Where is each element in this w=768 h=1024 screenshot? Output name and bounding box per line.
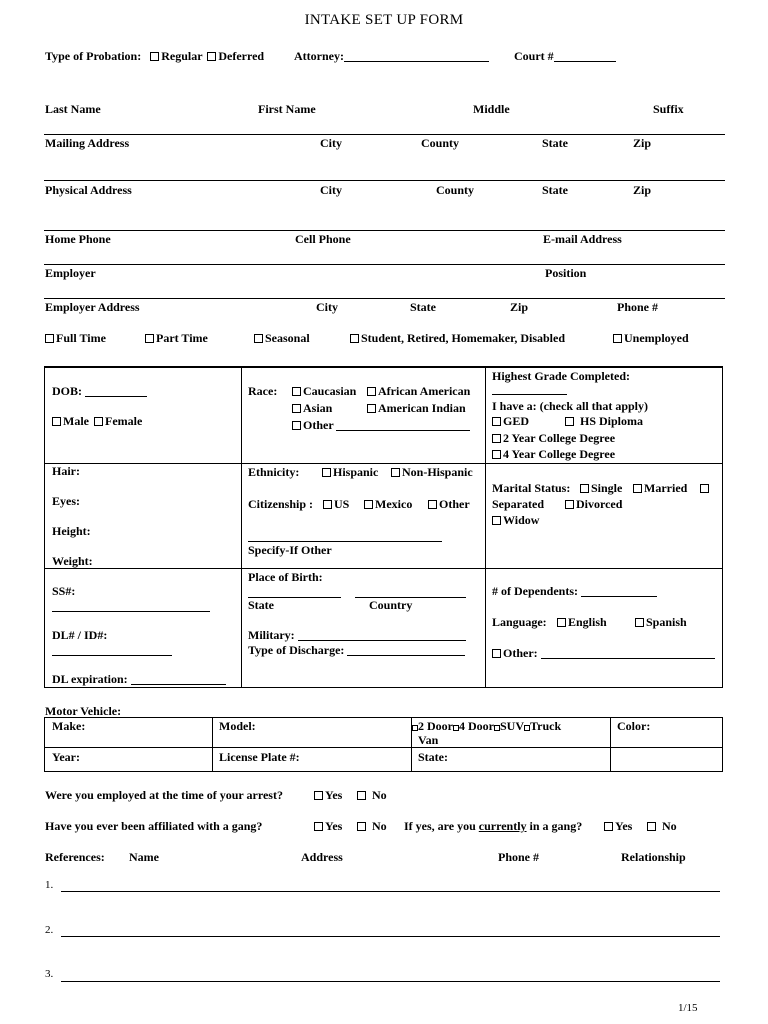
plate-label: License Plate #: xyxy=(219,750,300,764)
separated-label: Separated xyxy=(492,497,544,511)
probation-type-label: Type of Probation: xyxy=(45,49,142,63)
dl-label: DL# / ID#: xyxy=(52,628,108,642)
dob-label: DOB: xyxy=(52,384,82,398)
non-hispanic-option[interactable] xyxy=(391,465,473,480)
employer-zip-label: Zip xyxy=(510,300,529,314)
male-label: Male xyxy=(63,414,89,428)
discharge-label: Type of Discharge: xyxy=(248,643,345,657)
english-option[interactable] xyxy=(557,615,607,630)
attorney-field xyxy=(294,49,489,64)
highest-grade-field xyxy=(492,382,567,397)
dependents-label: # of Dependents: xyxy=(492,584,578,598)
mexico-checkbox[interactable] xyxy=(364,500,373,509)
ged-checkbox[interactable] xyxy=(492,417,501,426)
vehicle-row-divider xyxy=(44,747,723,748)
english-label: English xyxy=(568,615,607,629)
current-gang-no-checkbox[interactable] xyxy=(647,822,656,831)
single-option[interactable] xyxy=(580,481,622,496)
mailing-state-label: State xyxy=(542,136,568,150)
regular-checkbox[interactable] xyxy=(150,52,159,61)
attorney-label: Attorney: xyxy=(294,49,344,63)
unemployed-label: Unemployed xyxy=(624,331,689,345)
van-label: Van xyxy=(418,733,439,747)
highest-grade-input[interactable] xyxy=(492,383,567,395)
unemployed-option[interactable] xyxy=(613,331,689,346)
race-other-checkbox[interactable] xyxy=(292,421,301,430)
us-option[interactable] xyxy=(323,497,349,512)
race-other-option[interactable] xyxy=(292,418,470,433)
reference-3-input[interactable] xyxy=(61,981,720,982)
military-label: Military: xyxy=(248,628,295,642)
gang-no-label: No xyxy=(372,819,387,833)
suv-label: SUV xyxy=(500,719,525,733)
eyes-label: Eyes: xyxy=(52,494,80,508)
employer-divider xyxy=(44,298,725,299)
references-name-header: Name xyxy=(129,850,159,864)
employer-state-label: State xyxy=(410,300,436,314)
separated-checkbox-wrap[interactable] xyxy=(700,481,711,496)
language-other-label: Other: xyxy=(503,646,538,660)
dob-field xyxy=(52,384,147,399)
grid-col-divider-1 xyxy=(241,367,242,688)
gang-yes-label: Yes xyxy=(325,819,343,833)
american-indian-label: American Indian xyxy=(378,401,466,415)
physical-divider xyxy=(44,230,725,231)
unemployed-checkbox[interactable] xyxy=(613,334,622,343)
truck-label: Truck xyxy=(530,719,562,733)
non-hispanic-checkbox[interactable] xyxy=(391,468,400,477)
middle-name-label: Middle xyxy=(473,102,510,116)
last-name-label: Last Name xyxy=(45,102,101,116)
dl-input[interactable] xyxy=(52,655,172,656)
make-label: Make: xyxy=(52,719,86,733)
dependents-field xyxy=(492,584,657,599)
widow-checkbox[interactable] xyxy=(492,516,501,525)
english-checkbox[interactable] xyxy=(557,618,566,627)
dl-expiration-input[interactable] xyxy=(131,673,226,685)
race-label: Race: xyxy=(248,384,278,398)
gang-question: Have you ever been affiliated with a gang? xyxy=(45,819,263,833)
employer-label: Employer xyxy=(45,266,96,280)
single-checkbox[interactable] xyxy=(580,484,589,493)
race-other-label: Other xyxy=(303,418,334,432)
employed-no-checkbox[interactable] xyxy=(357,791,366,800)
vehicle-type-options xyxy=(412,719,561,734)
mailing-zip-label: Zip xyxy=(633,136,652,150)
mailing-county-label: County xyxy=(421,136,460,150)
court-label: Court # xyxy=(514,49,554,63)
gang-yes-checkbox[interactable] xyxy=(314,822,323,831)
gang-no-option[interactable] xyxy=(357,819,387,834)
specify-other-label: Specify-If Other xyxy=(248,543,332,557)
highest-grade-label: Highest Grade Completed: xyxy=(492,369,630,383)
married-checkbox[interactable] xyxy=(633,484,642,493)
hs-diploma-option[interactable] xyxy=(565,414,643,429)
african-american-checkbox[interactable] xyxy=(367,387,376,396)
hispanic-checkbox[interactable] xyxy=(322,468,331,477)
two-year-option[interactable] xyxy=(492,431,615,446)
ged-option[interactable] xyxy=(492,414,529,429)
motor-vehicle-heading: Motor Vehicle: xyxy=(45,704,122,718)
divorced-option[interactable] xyxy=(565,497,622,512)
gang-yes-option[interactable] xyxy=(314,819,342,834)
current-gang-yes-option[interactable] xyxy=(604,819,632,834)
divorced-label: Divorced xyxy=(576,497,623,511)
separated-checkbox[interactable] xyxy=(700,484,709,493)
mailing-city-label: City xyxy=(320,136,342,150)
seasonal-option[interactable] xyxy=(254,331,310,346)
court-field xyxy=(514,49,616,64)
hs-diploma-label: HS Diploma xyxy=(580,414,644,428)
two-door-label: 2 Door xyxy=(418,719,453,733)
us-label: US xyxy=(334,497,350,511)
reference-3-number: 3. xyxy=(45,968,54,980)
language-other-option[interactable] xyxy=(492,646,715,661)
employer-phone-label: Phone # xyxy=(617,300,659,314)
four-year-checkbox[interactable] xyxy=(492,450,501,459)
part-time-label: Part Time xyxy=(156,331,208,345)
deferred-label: Deferred xyxy=(218,49,265,63)
part-time-option[interactable] xyxy=(145,331,208,346)
non-hispanic-label: Non-Hispanic xyxy=(402,465,473,479)
african-american-option[interactable] xyxy=(367,384,470,399)
reference-2-number: 2. xyxy=(45,924,54,936)
citizenship-other-label: Other xyxy=(439,497,470,511)
current-gang-emphasis: currently xyxy=(478,819,527,833)
ss-label: SS#: xyxy=(52,584,76,598)
position-label: Position xyxy=(545,266,587,280)
year-label: Year: xyxy=(52,750,80,764)
vehicle-col-divider-1 xyxy=(212,717,213,772)
current-gang-post: in a gang? xyxy=(526,819,583,833)
current-gang-yes-checkbox[interactable] xyxy=(604,822,613,831)
court-input[interactable] xyxy=(554,50,616,62)
part-time-checkbox[interactable] xyxy=(145,334,154,343)
mexico-label: Mexico xyxy=(375,497,413,511)
physical-city-label: City xyxy=(320,183,342,197)
grid-col-divider-2 xyxy=(485,367,486,688)
mailing-divider xyxy=(44,180,725,181)
first-name-label: First Name xyxy=(258,102,316,116)
place-of-birth-label: Place of Birth: xyxy=(248,570,323,584)
regular-label: Regular xyxy=(161,49,203,63)
hair-label: Hair: xyxy=(52,464,80,478)
widow-option[interactable] xyxy=(492,513,539,528)
discharge-field xyxy=(248,643,465,658)
employer-address-label: Employer Address xyxy=(45,300,140,314)
employed-question: Were you employed at the time of your arrest? xyxy=(45,788,283,802)
physical-address-label: Physical Address xyxy=(45,183,132,197)
specify-other-input[interactable] xyxy=(248,541,442,542)
ss-input[interactable] xyxy=(52,611,210,612)
references-heading: References: xyxy=(45,850,105,864)
cell-phone-label: Cell Phone xyxy=(295,232,351,246)
physical-state-label: State xyxy=(542,183,568,197)
four-door-label: 4 Door xyxy=(459,719,494,733)
deferred-checkbox[interactable] xyxy=(207,52,216,61)
vehicle-col-divider-3 xyxy=(610,717,611,772)
physical-county-label: County xyxy=(436,183,475,197)
sex-options xyxy=(52,414,142,429)
weight-label: Weight: xyxy=(52,554,93,568)
employed-no-option[interactable] xyxy=(357,788,387,803)
caucasian-checkbox[interactable] xyxy=(292,387,301,396)
birth-country-label: Country xyxy=(369,598,413,612)
discharge-input[interactable] xyxy=(347,644,465,656)
color-label: Color: xyxy=(617,719,651,733)
citizenship-other-option[interactable] xyxy=(428,497,470,512)
marital-status-label: Marital Status: xyxy=(492,481,571,495)
spanish-option[interactable] xyxy=(635,615,687,630)
name-divider xyxy=(44,134,725,135)
grid-row-divider-2 xyxy=(44,568,723,569)
height-label: Height: xyxy=(52,524,91,538)
email-label: E-mail Address xyxy=(543,232,622,246)
caucasian-label: Caucasian xyxy=(303,384,357,398)
home-phone-label: Home Phone xyxy=(45,232,111,246)
employed-no-label: No xyxy=(372,788,387,802)
dob-input[interactable] xyxy=(85,385,147,397)
female-checkbox[interactable] xyxy=(94,417,103,426)
single-label: Single xyxy=(591,481,623,495)
widow-label: Widow xyxy=(503,513,540,527)
hs-diploma-checkbox[interactable] xyxy=(565,417,574,426)
seasonal-checkbox[interactable] xyxy=(254,334,263,343)
employed-yes-checkbox[interactable] xyxy=(314,791,323,800)
phone-divider xyxy=(44,264,725,265)
current-gang-yes-label: Yes xyxy=(615,819,633,833)
two-year-checkbox[interactable] xyxy=(492,434,501,443)
married-label: Married xyxy=(644,481,688,495)
gang-no-checkbox[interactable] xyxy=(357,822,366,831)
full-time-option[interactable] xyxy=(45,331,106,346)
african-american-label: African American xyxy=(378,384,471,398)
reference-2-input[interactable] xyxy=(61,936,720,937)
military-field xyxy=(248,628,466,643)
four-year-option[interactable] xyxy=(492,447,615,462)
mexico-option[interactable] xyxy=(364,497,412,512)
divorced-checkbox[interactable] xyxy=(565,500,574,509)
american-indian-checkbox[interactable] xyxy=(367,404,376,413)
current-gang-pre: If yes, are you xyxy=(404,819,479,833)
citizenship-label: Citizenship : xyxy=(248,497,314,511)
attorney-input[interactable] xyxy=(344,50,489,62)
american-indian-option[interactable] xyxy=(367,401,466,416)
ethnicity-label: Ethnicity: xyxy=(248,465,300,479)
spanish-checkbox[interactable] xyxy=(635,618,644,627)
language-other-input[interactable] xyxy=(541,647,715,659)
student-label: Student, Retired, Homemaker, Disabled xyxy=(361,331,565,345)
form-title: INTAKE SET UP FORM xyxy=(304,12,464,28)
male-checkbox[interactable] xyxy=(52,417,61,426)
caucasian-option[interactable] xyxy=(292,384,356,399)
references-address-header: Address xyxy=(301,850,343,864)
seasonal-label: Seasonal xyxy=(265,331,310,345)
employer-city-label: City xyxy=(316,300,338,314)
model-label: Model: xyxy=(219,719,256,733)
suffix-label: Suffix xyxy=(653,102,684,116)
asian-label: Asian xyxy=(303,401,333,415)
hispanic-option[interactable] xyxy=(322,465,378,480)
female-label: Female xyxy=(105,414,143,428)
probation-type-row xyxy=(45,49,264,64)
asian-option[interactable] xyxy=(292,401,332,416)
references-relationship-header: Relationship xyxy=(621,850,686,864)
asian-checkbox[interactable] xyxy=(292,404,301,413)
current-gang-no-label: No xyxy=(662,819,677,833)
full-time-checkbox[interactable] xyxy=(45,334,54,343)
married-option[interactable] xyxy=(633,481,687,496)
student-option[interactable] xyxy=(350,331,565,346)
military-input[interactable] xyxy=(298,629,466,641)
employed-yes-label: Yes xyxy=(325,788,343,802)
vehicle-state-label: State: xyxy=(418,750,448,764)
student-checkbox[interactable] xyxy=(350,334,359,343)
reference-1-number: 1. xyxy=(45,879,54,891)
four-year-label: 4 Year College Degree xyxy=(503,447,616,461)
language-other-checkbox[interactable] xyxy=(492,649,501,658)
dependents-input[interactable] xyxy=(581,585,657,597)
citizenship-other-checkbox[interactable] xyxy=(428,500,437,509)
employed-yes-option[interactable] xyxy=(314,788,342,803)
hispanic-label: Hispanic xyxy=(333,465,379,479)
full-time-label: Full Time xyxy=(56,331,106,345)
us-checkbox[interactable] xyxy=(323,500,332,509)
grid-row-divider-1 xyxy=(44,463,723,464)
i-have-label: I have a: (check all that apply) xyxy=(492,399,648,413)
physical-zip-label: Zip xyxy=(633,183,652,197)
birth-state-label: State xyxy=(248,598,274,612)
current-gang-question xyxy=(404,819,582,834)
references-phone-header: Phone # xyxy=(498,850,540,864)
language-label: Language: xyxy=(492,615,547,629)
current-gang-no-option[interactable] xyxy=(647,819,677,834)
ged-label: GED xyxy=(503,414,530,428)
page-number: 1/15 xyxy=(678,1002,698,1014)
race-other-input[interactable] xyxy=(336,419,470,431)
two-year-label: 2 Year College Degree xyxy=(503,431,616,445)
spanish-label: Spanish xyxy=(646,615,687,629)
dl-expiration-label: DL expiration: xyxy=(52,672,128,686)
reference-1-input[interactable] xyxy=(61,891,720,892)
mailing-address-label: Mailing Address xyxy=(45,136,130,150)
dl-expiration-field xyxy=(52,672,226,687)
